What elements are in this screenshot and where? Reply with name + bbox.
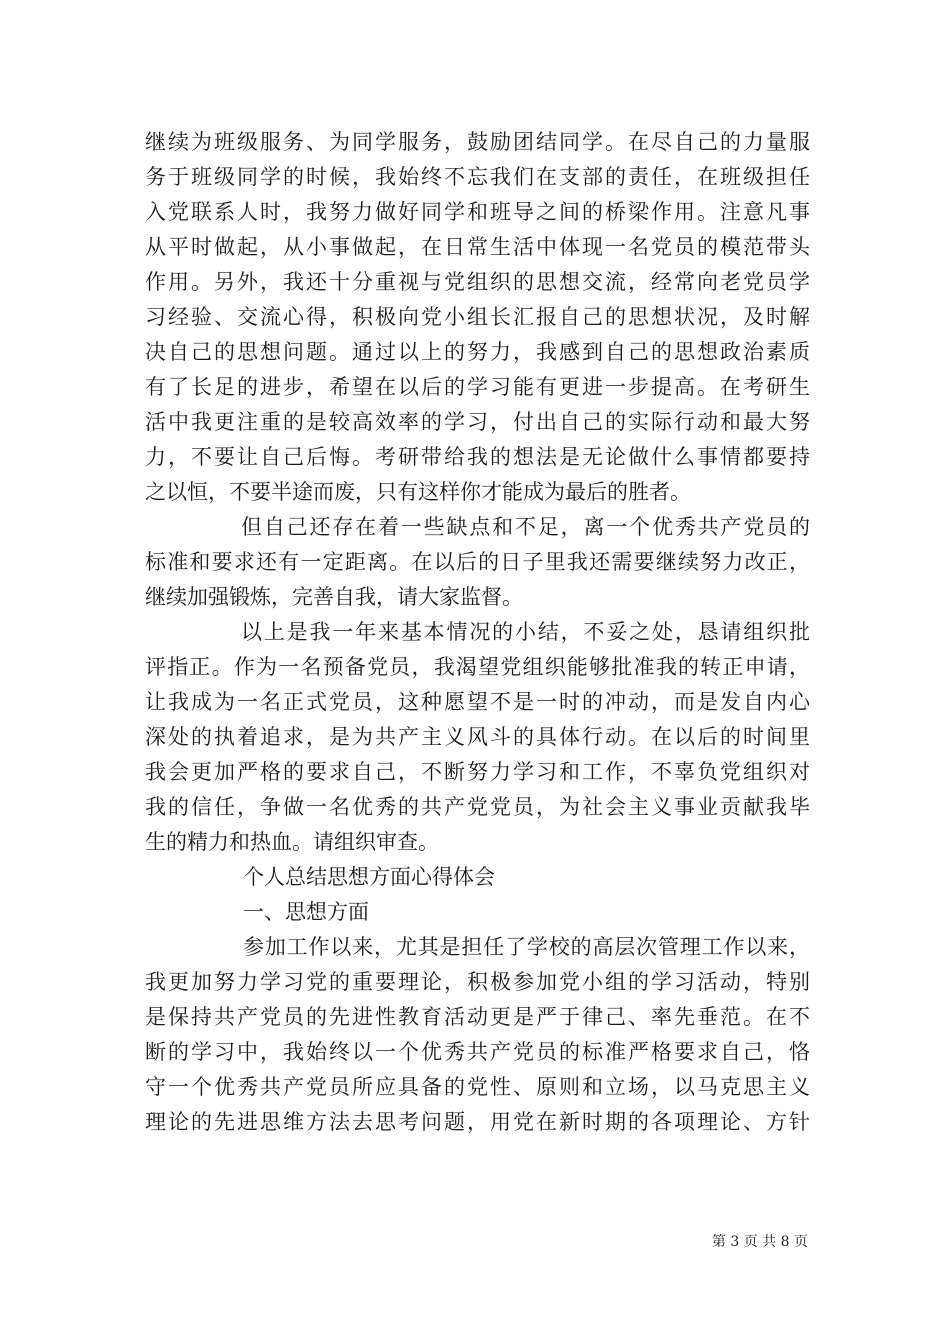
text-line: 参加工作以来，尤其是担任了学校的高层次管理工作以来， [243, 935, 810, 959]
text-line: 是保持共产党员的先进性教育活动更是严于律己、率先垂范。在不 [145, 1005, 810, 1029]
text-line: 理论的先进思维方法去思考问题，用党在新时期的各项理论、方针 [145, 1110, 810, 1134]
text-line: 之以恒，不要半途而废，只有这样你才能成为最后的胜者。 [145, 480, 691, 504]
text-line: 从平时做起，从小事做起，在日常生活中体现一名党员的模范带头 [145, 235, 810, 259]
text-line: 但自己还存在着一些缺点和不足，离一个优秀共产党员的 [241, 515, 810, 539]
text-line: 我的信任，争做一名优秀的共产党党员，为社会主义事业贡献我毕 [145, 795, 810, 819]
text-line: 标准和要求还有一定距离。在以后的日子里我还需要继续努力改正， [145, 550, 810, 574]
text-line: 断的学习中，我始终以一个优秀共产党员的标准严格要求自己，恪 [145, 1040, 810, 1064]
text-line: 一、思想方面 [243, 900, 369, 924]
text-line: 我会更加严格的要求自己，不断努力学习和工作，不辜负党组织对 [145, 760, 810, 784]
text-line: 继续为班级服务、为同学服务，鼓励团结同学。在尽自己的力量服 [145, 130, 810, 154]
text-line: 守一个优秀共产党员所应具备的党性、原则和立场，以马克思主义 [145, 1075, 810, 1099]
text-line: 让我成为一名正式党员，这种愿望不是一时的冲动，而是发自内心 [145, 690, 810, 714]
text-line: 评指正。作为一名预备党员，我渴望党组织能够批准我的转正申请， [145, 655, 810, 679]
text-line: 习经验、交流心得，积极向党小组长汇报自己的思想状况，及时解 [145, 305, 810, 329]
text-line: 力，不要让自己后悔。考研带给我的想法是无论做什么事情都要持 [145, 445, 810, 469]
text-line: 作用。另外，我还十分重视与党组织的思想交流，经常向老党员学 [145, 270, 810, 294]
text-line: 入党联系人时，我努力做好同学和班导之间的桥梁作用。注意凡事 [145, 200, 810, 224]
text-line: 生的精力和热血。请组织审查。 [145, 830, 439, 854]
page-number: 第 3 页 共 8 页 [711, 1234, 808, 1250]
text-line: 以上是我一年来基本情况的小结，不妥之处，恳请组织批 [241, 620, 810, 644]
text-line: 务于班级同学的时候，我始终不忘我们在支部的责任，在班级担任 [145, 165, 810, 189]
text-line: 继续加强锻炼，完善自我，请大家监督。 [145, 585, 523, 609]
text-line: 我更加努力学习党的重要理论，积极参加党小组的学习活动，特别 [145, 970, 810, 994]
text-line: 个人总结思想方面心得体会 [243, 865, 495, 889]
text-line: 活中我更注重的是较高效率的学习，付出自己的实际行动和最大努 [145, 410, 810, 434]
text-line: 决自己的思想问题。通过以上的努力，我感到自己的思想政治素质 [145, 340, 810, 364]
text-line: 有了长足的进步，希望在以后的学习能有更进一步提高。在考研生 [145, 375, 810, 399]
text-line: 深处的执着追求，是为共产主义风斗的具体行动。在以后的时间里 [145, 725, 810, 749]
